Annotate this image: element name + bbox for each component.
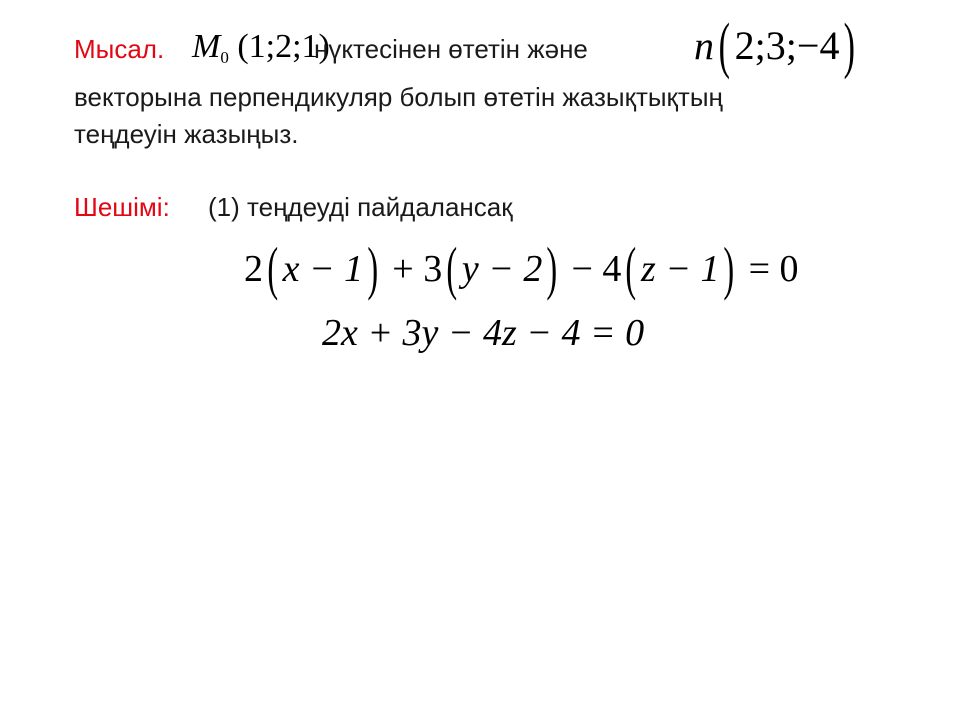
eq1-term-1: x − 1 xyxy=(282,248,364,290)
eq1-paren-close-1: ) xyxy=(367,236,379,302)
eq1-op-1: + 3 xyxy=(392,248,443,290)
solution-label: Шешімі: xyxy=(74,192,170,222)
solution-intro: (1) теңдеуді пайдалансақ xyxy=(208,192,513,222)
vector-name: n xyxy=(694,23,714,68)
eq1-rhs: = 0 xyxy=(748,248,799,290)
vector-coords: 2;3;−4 xyxy=(734,23,840,68)
eq1-coef-1: 2 xyxy=(244,248,263,290)
point-m0 xyxy=(192,30,330,66)
example-label: Мысал. xyxy=(74,34,165,64)
eq1-paren-close-3: ) xyxy=(723,236,735,302)
problem-line-2: векторына перпендикуляр болып өтетін жазықтықтың xyxy=(74,82,723,112)
eq1-term-3: z − 1 xyxy=(641,248,720,290)
vector-open-paren: ( xyxy=(718,12,731,81)
normal-vector xyxy=(694,12,860,81)
equation-1 xyxy=(244,236,799,302)
eq1-term-2: y − 2 xyxy=(461,248,543,290)
equation-2: 2x + 3y − 4z − 4 = 0 xyxy=(322,312,645,354)
point-name: M xyxy=(192,28,221,65)
problem-line-3: теңдеуін жазыңыз. xyxy=(74,119,299,149)
eq1-paren-close-2: ) xyxy=(546,236,558,302)
eq1-paren-open-3: ( xyxy=(625,236,637,302)
problem-line-1: нүктесінен өтетін және xyxy=(314,34,588,64)
point-coords: (1;2;1) xyxy=(237,28,330,65)
eq1-paren-open-2: ( xyxy=(446,236,458,302)
eq1-op-2: − 4 xyxy=(571,248,622,290)
eq1-paren-open-1: ( xyxy=(267,236,279,302)
vector-close-paren: ) xyxy=(844,12,856,81)
point-subscript: 0 xyxy=(220,47,229,67)
